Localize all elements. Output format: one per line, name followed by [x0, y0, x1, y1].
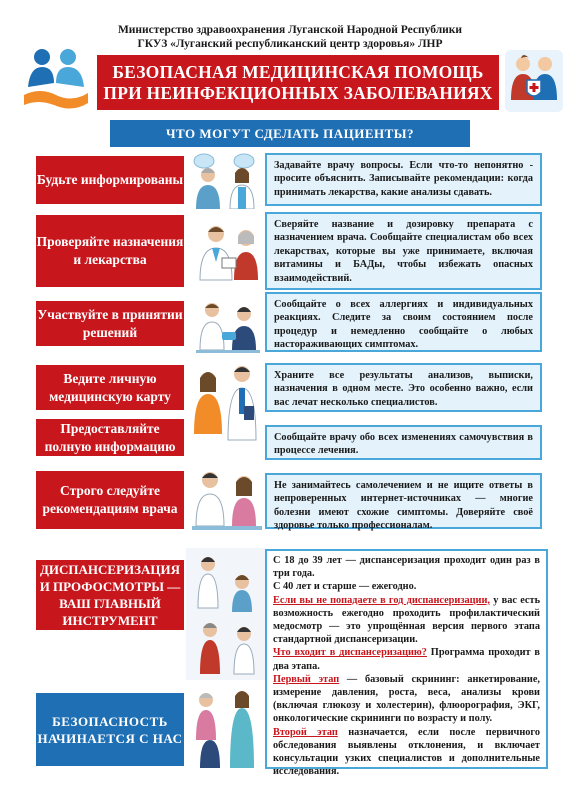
dispensary-p4-rest: Программа проходит в два этапа. [273, 647, 540, 672]
label-follow-recommendations: Строго следуйте рекомендациям врача [36, 471, 184, 529]
family-doctor-icon [186, 684, 266, 772]
dispensary-doctors-icon [186, 548, 266, 680]
dispensary-p5-rest: — базовый скрининг: анкетирование, измерение давления, роста, веса, анализы крови (включая глюкозу и холестерин), флюорография, ЭКГ, онкологические скрининги по возрасту и полу. [273, 673, 540, 725]
text-follow-recommendations: Не занимайтесь самолечением и не ищите ответы в непроверенных интернет-источниках — многие болезни имеют схожие симптомы. Доверяйте своё здоровье только профессионалам. [265, 473, 542, 529]
subtitle-banner: ЧТО МОГУТ СДЕЛАТЬ ПАЦИЕНТЫ? [110, 120, 470, 147]
label-participate-decisions: Участвуйте в принятии решений [36, 301, 184, 346]
title-line-1: БЕЗОПАСНАЯ МЕДИЦИНСКАЯ ПОМОЩЬ [112, 61, 484, 82]
doctor-with-clipboard-icon [186, 358, 266, 444]
dispensary-p3-link[interactable]: Если вы не попадаете в год диспансеризации, [273, 594, 490, 606]
doctor-prescription-icon [186, 218, 266, 284]
label-medical-record: Ведите личную медицинскую карту [36, 365, 184, 410]
text-check-prescriptions: Сверяйте название и дозировку препарата с назначением врача. Сообщайте специалистам обо всех лекарствах, которые вы уже принимаете, включая витамины и БАДы, чтобы избежать опасных взаимодействий. [265, 212, 542, 290]
health-center-logo-icon [20, 43, 92, 115]
dispensary-p3-rest: у вас есть возможность ежегодно проходить профилактический медосмотр — это упрощённая версия первого этапа стандартной диспансеризации. [273, 594, 541, 646]
text-participate-decisions: Сообщайте о всех аллергиях и индивидуальных реакциях. Следите за своим состоянием после процедур и немедленно сообщайте о любых настораживающих симптомах. [265, 292, 542, 352]
main-title [97, 55, 499, 110]
dispensary-p6 [273, 726, 540, 779]
dispensary-p4 [273, 646, 540, 672]
text-full-information: Сообщайте врачу обо всех изменениях самочувствия в процессе лечения. [265, 425, 542, 460]
dispensary-p6-link[interactable]: Второй этап [273, 726, 338, 738]
ministry-line-2: ГКУЗ «Луганский республиканский центр здоровья» ЛНР [137, 38, 443, 50]
label-dispensary: ДИСПАНСЕРИЗАЦИЯ И ПРОФОСМОТРЫ — ВАШ ГЛАВНЫЙ ИНСТРУМЕНТ [36, 560, 184, 630]
dispensary-p1: С 18 до 39 лет — диспансеризация проходит один раз в три года. [273, 555, 540, 580]
label-full-information: Предоставляйте полную информацию [36, 419, 184, 456]
dispensary-text-box [265, 549, 548, 778]
doctor-patient-talk-icon [186, 153, 266, 209]
dispensary-p6-rest: назначается, если после первичного обследования выявлены отклонения, и включает консультации узких специалистов и дополнительные исследования. [273, 726, 540, 778]
dispensary-p4-link[interactable]: Что входит в диспансеризацию? [273, 647, 427, 659]
dispensary-p5 [273, 673, 540, 726]
label-check-prescriptions: Проверяйте назначения и лекарства [36, 215, 184, 287]
ministry-line-1: Министерство здравоохранения Луганской Народной Республики [117, 24, 463, 36]
dispensary-p5-link[interactable]: Первый этап [273, 673, 340, 685]
title-line-2: ПРИ НЕИНФЕКЦИОННЫХ ЗАБОЛЕВАНИЯХ [103, 82, 493, 103]
label-be-informed: Будьте информированы [36, 156, 184, 204]
footer-slogan: БЕЗОПАСНОСТЬ НАЧИНАЕТСЯ С НАС [36, 693, 184, 766]
text-medical-record: Храните все результаты анализов, выписки, назначения в одном месте. Это особенно важно, если вас лечат несколько специалистов. [265, 363, 542, 412]
doctor-consultation-icon [186, 466, 266, 534]
dispensary-p2: С 40 лет и старше — ежегодно. [273, 581, 417, 593]
blood-pressure-check-icon [186, 298, 266, 354]
doctors-shield-icon [505, 50, 563, 112]
dispensary-p3 [273, 594, 540, 647]
text-be-informed: Задавайте врачу вопросы. Если что-то непонятно - просите объяснить. Записывайте рекомендации: когда принимать лекарства, какие анализы сдавать. [265, 153, 542, 206]
